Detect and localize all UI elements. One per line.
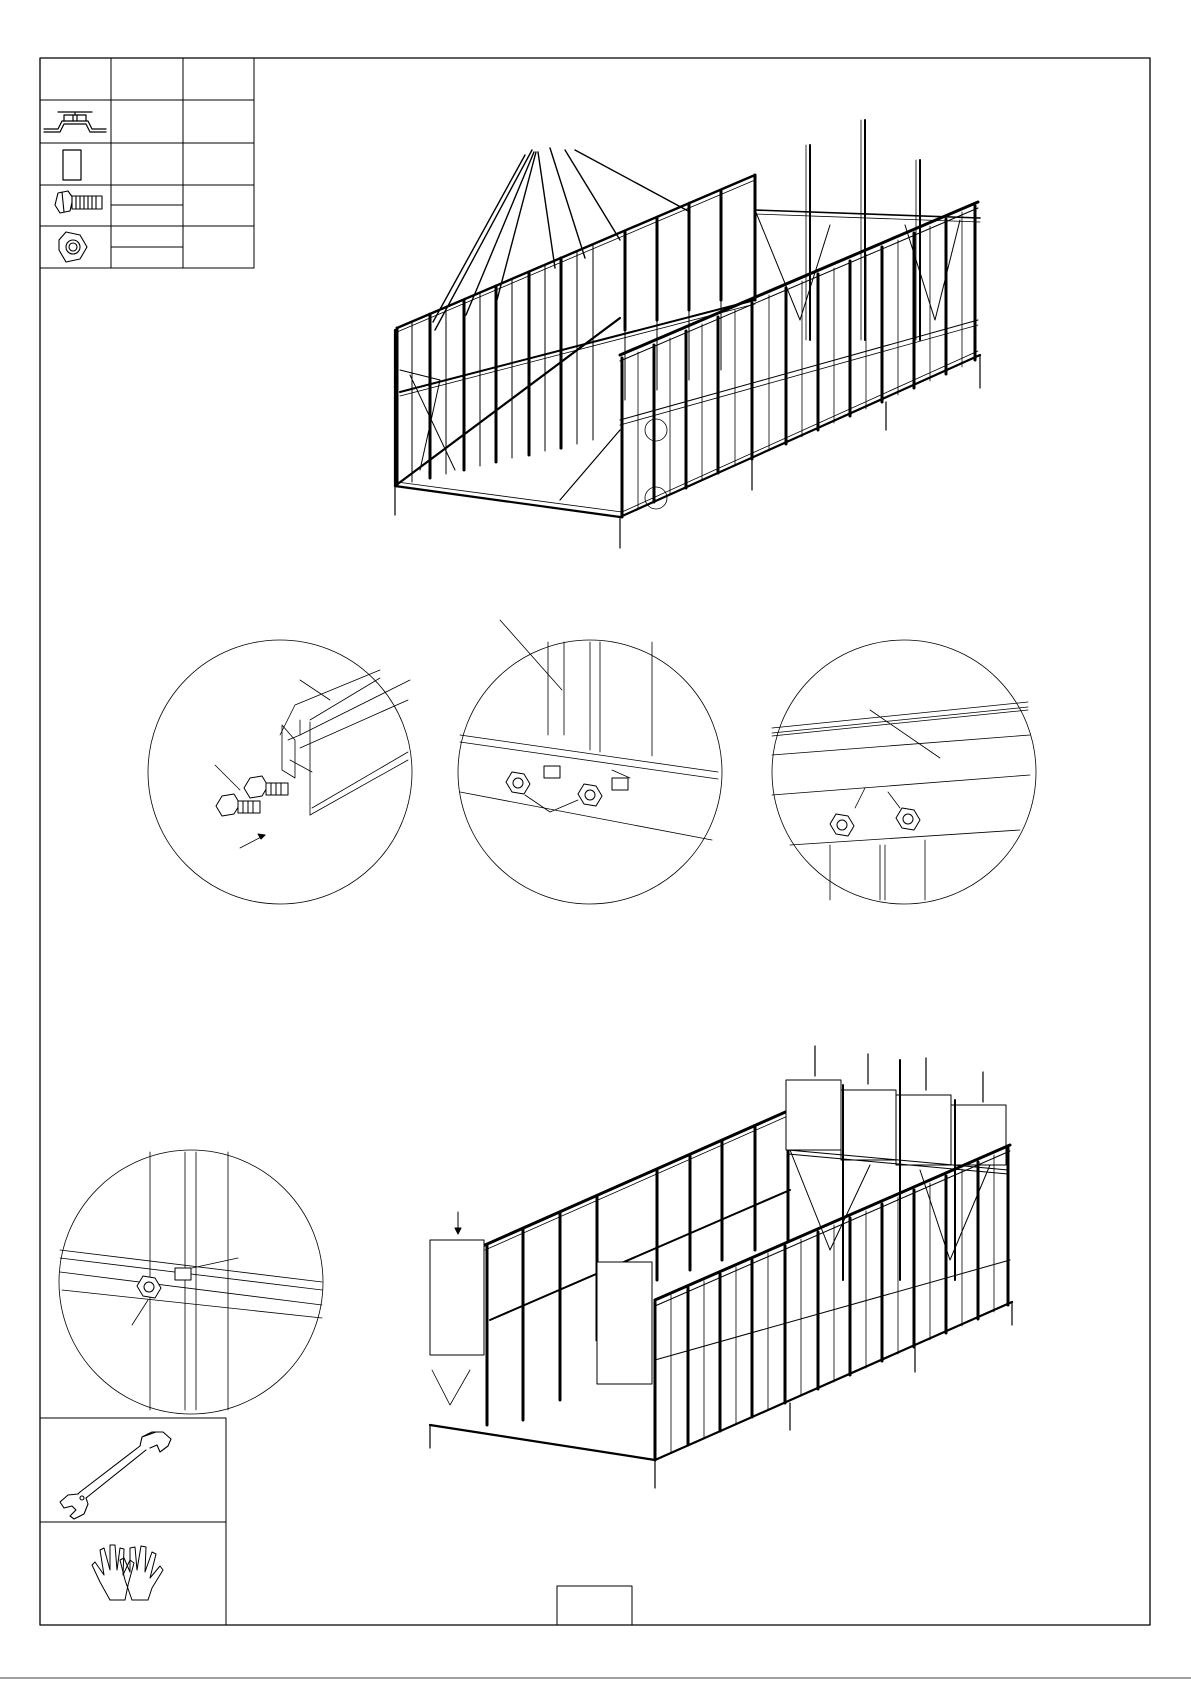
nut-icon [137,1268,191,1298]
frame-illustration-glazing [430,1046,1012,1488]
parts-table [40,58,254,268]
roof-profile-icon [44,112,106,132]
pane-icon [430,1212,484,1355]
detail-circle-bolt-bar [458,620,722,904]
tools-box [40,1418,226,1625]
detail-circle-nut-crossbar [59,1150,323,1414]
frame-illustration-top [395,120,980,548]
bolt-icon [244,776,288,798]
page-border [40,58,1150,1625]
bolt-icon [55,191,102,213]
detail-circle-bolt-profile [148,640,412,904]
nut-icon [59,232,87,262]
pane-icon [597,1262,652,1384]
nut-icon [506,766,560,794]
nut-icon [830,814,854,836]
page-number-box [557,1586,632,1625]
nut-icon [896,808,920,830]
detail-circle-nuts-ridge [772,640,1036,904]
gloves-icon [92,1545,163,1600]
nut-icon [578,778,628,806]
wrench-icon [60,1432,171,1519]
pane-icon [63,150,81,180]
